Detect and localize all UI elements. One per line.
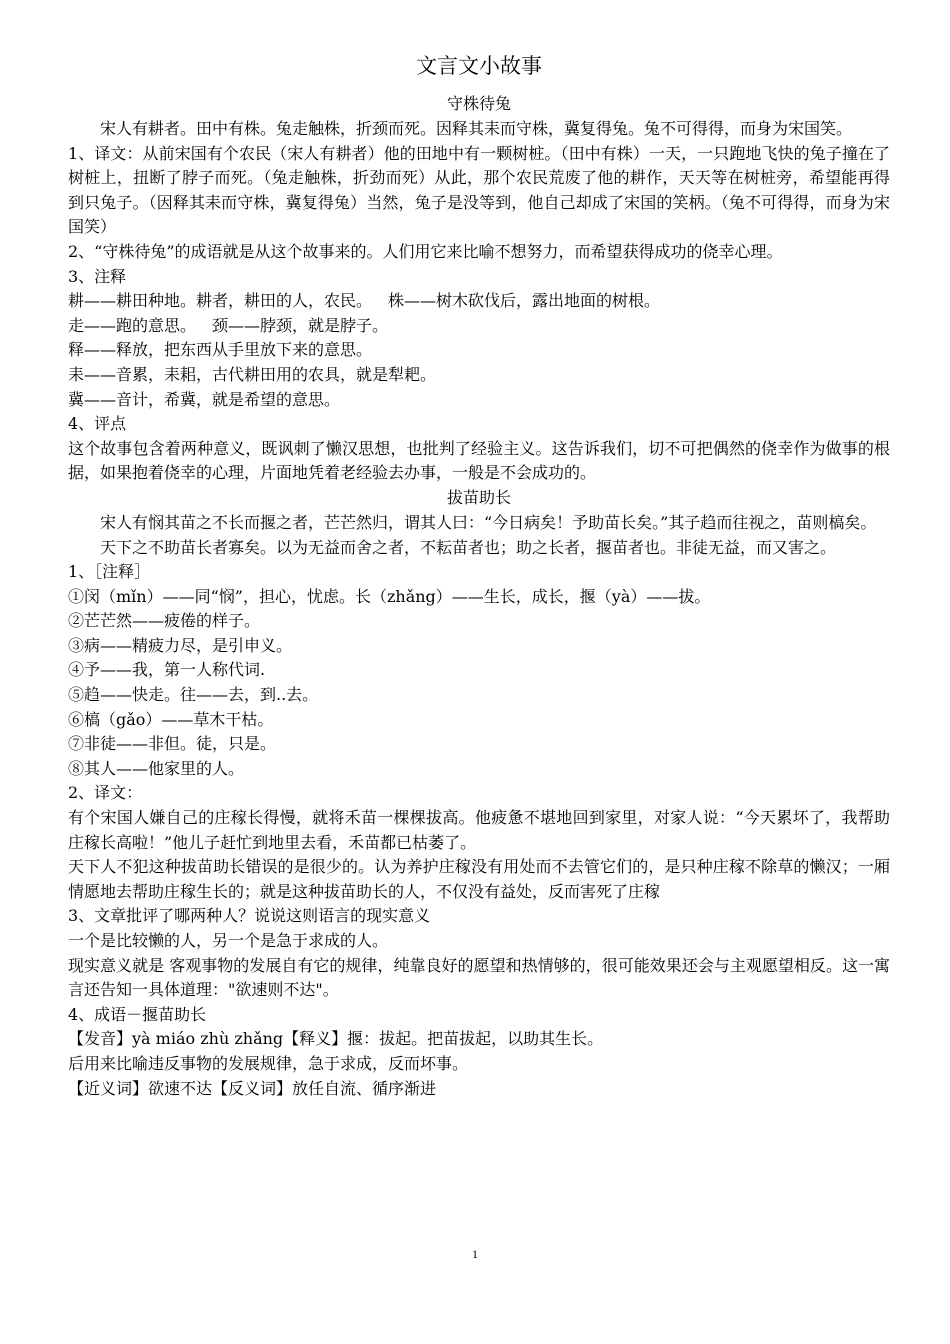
story1-translation: 1、译文：从前宋国有个农民（宋人有耕者）他的田地中有一颗树桩。（田中有株）一天，一只跑地飞快的兔子撞在了树桩上，扭断了脖子而死。（兔走触株，折劲而死）从此，那个农民荒废了他的耕作，天天等在树桩旁，希望能再得到只兔子。（因释其耒而守株，冀复得兔）当然，兔子是没等到，他自己却成了宋国的笑柄。（兔不可得得，而身为宋国笑） (68, 143, 890, 237)
story2-question: 3、文章批评了哪两种人？说说这则语言的现实意义 (68, 906, 431, 926)
story1-notes-heading: 3、注释 (68, 266, 127, 286)
story1-note: 耕——耕田种地。耕者，耕田的人，农民。 (68, 291, 373, 311)
page-number: 1 (472, 1247, 478, 1261)
story2-idiom-heading: 4、成语－揠苗助长 (68, 1004, 207, 1024)
story1-note: 释——释放，把东西从手里放下来的意思。 (68, 340, 373, 360)
story2-notes-heading: 1、［注释］ (68, 562, 151, 582)
story2-translation: 有个宋国人嫌自己的庄稼长得慢，就将禾苗一棵棵拔高。他疲惫不堪地回到家里，对家人说：“今天累坏了，我帮助庄稼长高啦！”他儿子赶忙到地里去看，禾苗都已枯萎了。 (68, 808, 890, 852)
story1-note: 颈——脖颈，就是脖子。 (212, 315, 389, 335)
story2-note: ③病——精疲力尽，是引申义。 (68, 635, 293, 655)
document-title: 文言文小故事 (416, 54, 542, 78)
story2-note: ⑥槁（gǎo）——草木干枯。 (68, 709, 274, 729)
story2-note: ②芒芒然——疲倦的样子。 (68, 611, 261, 631)
story1-text: 宋人有耕者。田中有株。兔走触株，折颈而死。因释其耒而守株，冀复得兔。兔不可得得，而身为宋国笑。 (100, 119, 853, 138)
story1-note: 冀——音计，希冀，就是希望的意思。 (68, 389, 341, 409)
story2-note: ⑧其人——他家里的人。 (68, 758, 245, 778)
story2-translation-heading: 2、译文： (68, 783, 143, 803)
story2-usage: 后用来比喻违反事物的发展规律，急于求成，反而坏事。 (68, 1053, 469, 1073)
page-content (68, 50, 890, 1101)
story2-note: ⑦非徒——非但。徒，只是。 (68, 734, 277, 754)
story2-translation: 天下人不犯这种拔苗助长错误的是很少的。认为养护庄稼没有用处而不去管它们的，是只种庄稼不除草的懒汉；一厢情愿地去帮助庄稼生长的；就是这种拔苗助长的人，不仅没有益处，反而害死了庄稼 (68, 857, 890, 901)
story2-text: 宋人有悯其苗之不长而揠之者，芒芒然归，谓其人曰：“今日病矣！予助苗长矣。”其子趋而往视之，苗则槁矣。 (100, 512, 877, 532)
story2-synonyms: 【近义词】欲速不达【反义词】放任自流、循序渐进 (68, 1078, 437, 1098)
story2-text: 天下之不助苗长者寡矣。以为无益而舍之者，不耘苗者也；助之长者，揠苗者也。非徒无益，而又害之。 (100, 537, 837, 557)
story2-heading: 拔苗助长 (446, 487, 511, 507)
story1-idiom: 2、“守株待兔”的成语就是从这个故事来的。人们用它来比喻不想努力，而希望获得成功的侥幸心理。 (68, 241, 783, 261)
story1-review: 这个故事包含着两种意义，既讽刺了懒汉思想，也批判了经验主义。这告诉我们，切不可把偶然的侥幸作为做事的根据，如果抱着侥幸的心理，片面地凭着老经验去办事，一般是不会成功的。 (68, 438, 890, 483)
story1-heading: 守株待兔 (446, 94, 511, 113)
story1-note: 耒——音累，耒耜，古代耕田用的农具，就是犁耙。 (68, 364, 437, 384)
story2-answer: 一个是比较懒的人，另一个是急于求成的人。 (68, 931, 389, 950)
story2-note: ①闵（mǐn）——同“悯”，担心，忧虑。长（zhǎng）——生长，成长，揠（yà）——拔。 (68, 586, 711, 606)
story1-notes-row (68, 289, 890, 314)
story1-notes-row (68, 314, 890, 339)
story2-answer: 现实意义就是 客观事物的发展自有它的规律，纯靠良好的愿望和热情够的，很可能效果还会与主观愿望相反。这一寓言还告知一具体道理："欲速则不达"。 (68, 955, 890, 1000)
story2-note: ⑤趋——快走。往——去，到..去。 (68, 685, 319, 705)
story1-note: 走——跑的意思。 (68, 315, 197, 335)
story2-pronunciation: 【发音】yà miáo zhù zhǎng【释义】揠：拔起。把苗拔起，以助其生长。 (68, 1029, 604, 1049)
story2-note: ④予——我，第一人称代词. (68, 660, 266, 680)
story1-review-heading: 4、评点 (68, 414, 127, 434)
story1-note: 株——树木砍伐后，露出地面的树根。 (388, 291, 661, 311)
